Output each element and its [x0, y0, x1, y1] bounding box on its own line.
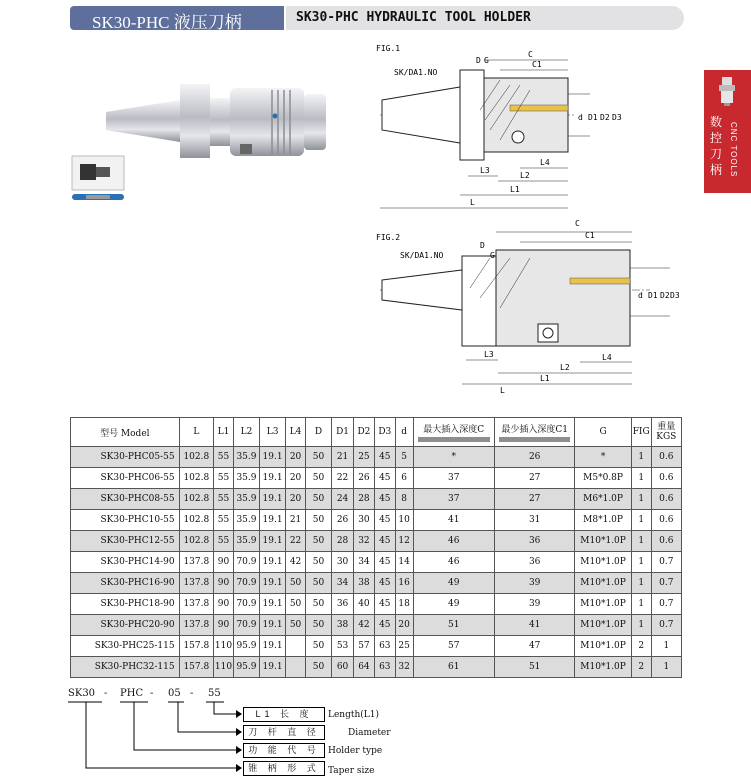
side-tab-cn: 数控刀柄 [709, 115, 722, 177]
table-header-row [71, 418, 682, 447]
code-legend [68, 688, 488, 780]
th-d: d [395, 418, 413, 447]
table-cell: 45 [374, 510, 395, 531]
table-cell: 30 [332, 552, 354, 573]
table-cell: 90 [214, 552, 234, 573]
table-cell: M6*1.0P [575, 489, 631, 510]
table-cell: 25 [354, 447, 375, 468]
table-cell: 34 [332, 573, 354, 594]
table-cell: 1 [631, 489, 651, 510]
table-cell: 39 [494, 573, 574, 594]
fig1-dim-L4: L4 [540, 158, 550, 167]
table-cell: 36 [494, 531, 574, 552]
code-part-diameter: 05 [168, 688, 181, 699]
fig2-dim-L1: L1 [540, 374, 550, 383]
fig2-label: FIG.2 [376, 233, 401, 242]
table-body [71, 447, 682, 678]
table-cell: 50 [305, 594, 331, 615]
table-cell: 14 [395, 552, 413, 573]
table-cell: 19.1 [260, 615, 286, 636]
table-cell: 102.8 [179, 468, 213, 489]
table-cell: M10*1.0P [575, 657, 631, 678]
table-cell: 49 [413, 573, 494, 594]
table-cell: 2 [631, 657, 651, 678]
table-cell: 70.9 [233, 594, 259, 615]
table-cell: 50 [305, 615, 331, 636]
table-cell: 19.1 [260, 573, 286, 594]
table-cell: 102.8 [179, 510, 213, 531]
table-cell: 102.8 [179, 531, 213, 552]
table-cell: 36 [332, 594, 354, 615]
table-row [71, 531, 682, 552]
cell-model: SK30-PHC18-90 [71, 594, 180, 615]
table-cell: M10*1.0P [575, 594, 631, 615]
code-part-length: 55 [208, 688, 221, 699]
table-cell: M8*1.0P [575, 510, 631, 531]
fig2-dim-C: C [575, 219, 580, 228]
table-cell: 0.6 [651, 531, 681, 552]
th-FIG: FIG [631, 418, 651, 447]
fig1-sk-label: SK/DA1.NO [394, 68, 438, 77]
fig1-dim-d: d [578, 113, 583, 122]
header-title-en: SK30-PHC HYDRAULIC TOOL HOLDER [296, 10, 531, 25]
table-cell: 45 [374, 489, 395, 510]
fig2-dim-D1: D1 [648, 291, 658, 300]
cell-model: SK30-PHC06-55 [71, 468, 180, 489]
th-D1: D1 [332, 418, 354, 447]
table-cell: M10*1.0P [575, 636, 631, 657]
table-cell: 27 [494, 489, 574, 510]
table-cell: 49 [413, 594, 494, 615]
fig2-dim-L2: L2 [560, 363, 570, 372]
fig2-dim-d: d [638, 291, 643, 300]
table-cell: 28 [354, 489, 375, 510]
table-cell: 137.8 [179, 552, 213, 573]
th-D2: D2 [354, 418, 375, 447]
table-cell: 40 [354, 594, 375, 615]
table-cell: 0.6 [651, 489, 681, 510]
table-cell: 137.8 [179, 573, 213, 594]
table-cell: 102.8 [179, 447, 213, 468]
table-cell: 19.1 [260, 657, 286, 678]
legend-box-type: 功 能 代 号 [243, 743, 325, 758]
fig2-dim-G: G [490, 251, 495, 260]
tool-holder-thumb-icon [713, 76, 741, 106]
table-cell: 50 [305, 447, 331, 468]
th-L2: L2 [233, 418, 259, 447]
table-cell: 26 [354, 468, 375, 489]
fig2-dim-C1: C1 [585, 231, 595, 240]
code-sep-2: - [150, 688, 154, 699]
fig1-dim-G: G [484, 56, 489, 65]
table-cell: 50 [305, 657, 331, 678]
legend-box-taper: 锥 柄 形 式 [243, 761, 325, 776]
table-cell: 70.9 [233, 615, 259, 636]
table-cell: 53 [332, 636, 354, 657]
table-cell: 35.9 [233, 510, 259, 531]
fig2-sk-label: SK/DA1.NO [400, 251, 444, 260]
table-cell: 8 [395, 489, 413, 510]
table-row [71, 552, 682, 573]
table-cell: 51 [413, 615, 494, 636]
spec-table [70, 417, 682, 678]
code-part-taper: SK30 [68, 688, 96, 699]
table-row [71, 489, 682, 510]
fig1-dim-D2: D2 [600, 113, 610, 122]
legend-box-length: L1 长 度 [243, 707, 325, 722]
table-cell: 0.7 [651, 594, 681, 615]
th-C [413, 418, 494, 447]
table-cell: 10 [395, 510, 413, 531]
table-cell: 1 [631, 468, 651, 489]
fig1-dim-C: C [528, 50, 533, 59]
table-cell: 45 [374, 552, 395, 573]
table-cell: 24 [332, 489, 354, 510]
table-cell: 55 [214, 489, 234, 510]
table-cell: 45 [374, 531, 395, 552]
table-cell: 70.9 [233, 573, 259, 594]
table-cell: 70.9 [233, 552, 259, 573]
table-cell: 22 [332, 468, 354, 489]
table-cell: 35.9 [233, 489, 259, 510]
cell-model: SK30-PHC25-115 [71, 636, 180, 657]
table-cell: 0.6 [651, 510, 681, 531]
th-C1-bar [499, 437, 570, 442]
table-cell: 45 [374, 468, 395, 489]
th-L1: L1 [214, 418, 234, 447]
th-C-bar [418, 437, 490, 442]
table-cell: 19.1 [260, 510, 286, 531]
table-cell: 1 [631, 573, 651, 594]
table-cell: 1 [631, 615, 651, 636]
fig2-dim-D2: D2 [660, 291, 670, 300]
table-cell: 1 [631, 552, 651, 573]
table-cell: 35.9 [233, 531, 259, 552]
table-cell: M10*1.0P [575, 615, 631, 636]
table-row [71, 468, 682, 489]
table-cell: 30 [354, 510, 375, 531]
table-cell: 21 [332, 447, 354, 468]
table-cell: 32 [395, 657, 413, 678]
table-cell: 37 [413, 489, 494, 510]
table-cell: 46 [413, 552, 494, 573]
th-C1-text: 最少插入深度C1 [501, 425, 568, 435]
fig2-dim-D3: D3 [670, 291, 680, 300]
table-cell: 38 [332, 615, 354, 636]
table-cell: 1 [651, 636, 681, 657]
table-cell: 19.1 [260, 447, 286, 468]
th-model: 型号 Model [71, 418, 180, 447]
table-cell: 157.8 [179, 636, 213, 657]
table-row [71, 447, 682, 468]
th-L: L [179, 418, 213, 447]
table-cell: * [575, 447, 631, 468]
fig1-dim-L2: L2 [520, 171, 530, 180]
table-cell: 57 [413, 636, 494, 657]
table-cell: 19.1 [260, 594, 286, 615]
table-cell: M10*1.0P [575, 573, 631, 594]
th-C-text: 最大插入深度C [423, 425, 485, 435]
table-row [71, 615, 682, 636]
table-cell: 25 [395, 636, 413, 657]
legend-box-diameter: 刀 杆 直 径 [243, 725, 325, 740]
side-tab-en: CNC TOOLS [729, 122, 738, 178]
table-cell: 45 [374, 615, 395, 636]
table-cell: 18 [395, 594, 413, 615]
table-cell: 20 [286, 447, 306, 468]
code-part-type: PHC [120, 688, 144, 699]
th-L4: L4 [286, 418, 306, 447]
table-cell: 41 [494, 615, 574, 636]
cell-model: SK30-PHC20-90 [71, 615, 180, 636]
table-cell: 55 [214, 447, 234, 468]
table-cell: 22 [286, 531, 306, 552]
table-cell: 55 [214, 531, 234, 552]
table-cell: 0.7 [651, 552, 681, 573]
table-row [71, 594, 682, 615]
table-cell: 20 [395, 615, 413, 636]
th-L3: L3 [260, 418, 286, 447]
fig1-dim-C1: C1 [532, 60, 542, 69]
table-cell: M10*1.0P [575, 552, 631, 573]
table-cell: 46 [413, 531, 494, 552]
table-cell: 16 [395, 573, 413, 594]
table-cell: 137.8 [179, 594, 213, 615]
fig1-dim-L: L [470, 198, 475, 207]
th-C1 [494, 418, 574, 447]
code-sep-3: - [190, 688, 194, 699]
table-cell: 19.1 [260, 552, 286, 573]
table-cell: 0.7 [651, 573, 681, 594]
legend-en-diameter: Diameter [348, 728, 391, 738]
table-cell: 51 [494, 657, 574, 678]
table-cell: 28 [332, 531, 354, 552]
table-cell: 1 [651, 657, 681, 678]
table-cell: 90 [214, 573, 234, 594]
table-cell: 31 [494, 510, 574, 531]
fig2-drawing [370, 219, 680, 396]
header-title-en-bar [286, 6, 684, 30]
table-cell: 45 [374, 594, 395, 615]
table-cell [286, 657, 306, 678]
table-cell: 102.8 [179, 489, 213, 510]
fig1-drawing [370, 40, 640, 220]
table-cell: M5*0.8P [575, 468, 631, 489]
cell-model: SK30-PHC14-90 [71, 552, 180, 573]
table-cell: 55 [214, 468, 234, 489]
table-cell: 0.7 [651, 615, 681, 636]
cell-model: SK30-PHC16-90 [71, 573, 180, 594]
table-cell: 61 [413, 657, 494, 678]
table-cell: 47 [494, 636, 574, 657]
table-cell: 50 [305, 510, 331, 531]
legend-en-taper: Taper size [328, 766, 375, 776]
table-cell: 42 [354, 615, 375, 636]
legend-en-type: Holder type [328, 746, 383, 756]
product-photo [100, 70, 340, 170]
cell-model: SK30-PHC32-115 [71, 657, 180, 678]
table-cell: 60 [332, 657, 354, 678]
header-title-cn: SK30-PHC 液压刀柄 [92, 13, 242, 32]
table-cell: 20 [286, 489, 306, 510]
table-cell: 6 [395, 468, 413, 489]
table-cell: 110 [214, 636, 234, 657]
th-D3: D3 [374, 418, 395, 447]
table-cell: 39 [494, 594, 574, 615]
table-row [71, 636, 682, 657]
table-cell: 19.1 [260, 636, 286, 657]
table-cell: 5 [395, 447, 413, 468]
table-cell: 157.8 [179, 657, 213, 678]
table-cell: 1 [631, 510, 651, 531]
table-cell: 1 [631, 594, 651, 615]
table-cell: 50 [305, 636, 331, 657]
table-cell: 55 [214, 510, 234, 531]
fig1-dim-L1: L1 [510, 185, 520, 194]
table-cell: M10*1.0P [575, 531, 631, 552]
table-cell: 26 [494, 447, 574, 468]
table-cell: 19.1 [260, 468, 286, 489]
table-cell: 42 [286, 552, 306, 573]
table-cell [286, 636, 306, 657]
table-cell: 27 [494, 468, 574, 489]
code-sep-1: - [104, 688, 108, 699]
table-cell: 12 [395, 531, 413, 552]
table-cell: 95.9 [233, 636, 259, 657]
table-cell: 2 [631, 636, 651, 657]
table-cell: 34 [354, 552, 375, 573]
header-title-cn-bar [70, 6, 284, 30]
side-tab [704, 70, 751, 193]
table-cell: 19.1 [260, 489, 286, 510]
table-cell: 137.8 [179, 615, 213, 636]
cell-model: SK30-PHC12-55 [71, 531, 180, 552]
fig1-dim-D1: D1 [588, 113, 598, 122]
table-cell: * [413, 447, 494, 468]
table-cell: 95.9 [233, 657, 259, 678]
fig2-dim-D: D [480, 241, 485, 250]
table-cell: 90 [214, 615, 234, 636]
table-cell: 50 [305, 531, 331, 552]
table-cell: 50 [286, 615, 306, 636]
fig1-dim-D: D [476, 56, 481, 65]
table-cell: 57 [354, 636, 375, 657]
table-cell: 45 [374, 573, 395, 594]
table-cell: 50 [305, 468, 331, 489]
fig2-dim-L3: L3 [484, 350, 494, 359]
table-cell: 35.9 [233, 447, 259, 468]
table-cell: 32 [354, 531, 375, 552]
table-cell: 45 [374, 447, 395, 468]
small-product-thumb [72, 156, 124, 202]
table-cell: 50 [305, 552, 331, 573]
fig1-dim-L3: L3 [480, 166, 490, 175]
table-cell: 19.1 [260, 531, 286, 552]
table-cell: 64 [354, 657, 375, 678]
table-cell: 36 [494, 552, 574, 573]
table-cell: 50 [286, 594, 306, 615]
th-G: G [575, 418, 631, 447]
cell-model: SK30-PHC10-55 [71, 510, 180, 531]
fig2-dim-L: L [500, 386, 505, 395]
table-cell: 0.6 [651, 447, 681, 468]
th-D: D [305, 418, 331, 447]
table-cell: 50 [286, 573, 306, 594]
table-cell: 41 [413, 510, 494, 531]
table-row [71, 657, 682, 678]
table-cell: 1 [631, 447, 651, 468]
table-cell: 50 [305, 489, 331, 510]
fig2-dim-L4: L4 [602, 353, 612, 362]
th-weight: 重量 KGS [651, 418, 681, 447]
table-cell: 63 [374, 657, 395, 678]
table-cell: 37 [413, 468, 494, 489]
table-cell: 21 [286, 510, 306, 531]
table-cell: 38 [354, 573, 375, 594]
table-cell: 0.6 [651, 468, 681, 489]
fig1-label: FIG.1 [376, 44, 401, 53]
table-cell: 50 [305, 573, 331, 594]
table-cell: 110 [214, 657, 234, 678]
table-row [71, 510, 682, 531]
cell-model: SK30-PHC08-55 [71, 489, 180, 510]
table-cell: 26 [332, 510, 354, 531]
table-row [71, 573, 682, 594]
fig1-dim-D3: D3 [612, 113, 622, 122]
table-cell: 1 [631, 531, 651, 552]
legend-en-length: Length(L1) [328, 710, 379, 720]
table-cell: 35.9 [233, 468, 259, 489]
table-cell: 63 [374, 636, 395, 657]
table-cell: 20 [286, 468, 306, 489]
cell-model: SK30-PHC05-55 [71, 447, 180, 468]
table-cell: 90 [214, 594, 234, 615]
